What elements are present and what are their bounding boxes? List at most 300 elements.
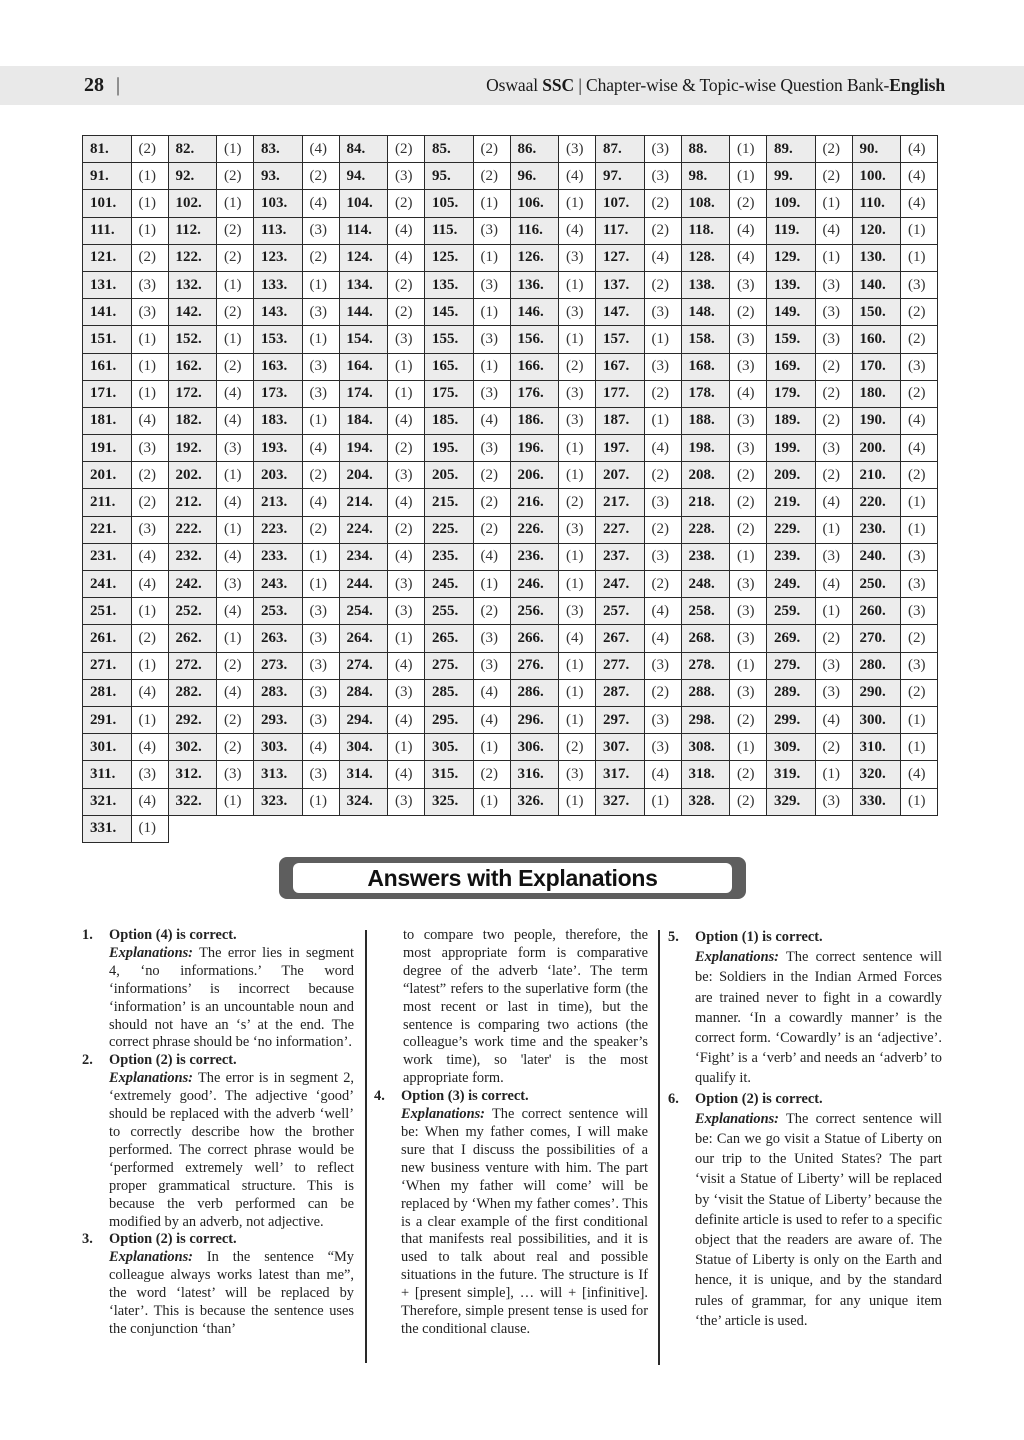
answer-option: (1) [473,190,510,217]
answer-option: (1) [901,706,938,733]
question-number: 268. [681,625,730,652]
question-number: 301. [83,734,132,761]
question-number: 235. [425,543,474,570]
question-number: 128. [681,244,730,271]
answer-option: (3) [901,571,938,598]
question-number: 136. [510,271,559,298]
answer-option: (4) [559,625,596,652]
answer-key-row [83,217,938,244]
question-number: 300. [852,706,901,733]
question-number: 319. [767,761,816,788]
answer-option: (2) [302,462,339,489]
question-number: 276. [510,652,559,679]
question-number: 189. [767,407,816,434]
question-number: 83. [254,136,303,163]
answer-option: (1) [131,163,168,190]
question-number: 248. [681,571,730,598]
question-number: 206. [510,462,559,489]
answer-option: (3) [901,543,938,570]
question-number: 310. [852,734,901,761]
answer-key-row [83,462,938,489]
answer-option: (2) [131,625,168,652]
answer-option: (3) [559,407,596,434]
question-number: 169. [767,353,816,380]
answer-option: (1) [131,598,168,625]
question-number: 258. [681,598,730,625]
answer-option: (2) [388,190,425,217]
answer-option: (3) [131,516,168,543]
answer-option: (4) [131,734,168,761]
answer-option: (4) [815,571,852,598]
question-number: 90. [852,136,901,163]
answer-option: (4) [388,706,425,733]
answer-option: (3) [302,598,339,625]
answer-option: (2) [644,217,681,244]
answer-option: (3) [302,652,339,679]
question-number: 285. [425,679,474,706]
question-number: 320. [852,761,901,788]
answer-option: (1) [901,489,938,516]
answer-option: (1) [901,217,938,244]
question-number: 279. [767,652,816,679]
question-number: 100. [852,163,901,190]
answer-option: (2) [302,516,339,543]
question-number: 293. [254,706,303,733]
question-number: 114. [339,217,388,244]
answer-option: (3) [559,136,596,163]
answer-option: (1) [559,706,596,733]
question-number: 154. [339,326,388,353]
answer-option: (3) [901,598,938,625]
question-number: 129. [767,244,816,271]
answer-option: (3) [302,706,339,733]
question-number: 294. [339,706,388,733]
answer-option: (2) [901,326,938,353]
question-number: 217. [596,489,645,516]
item-answer: Option (1) is correct. [695,929,823,945]
question-number: 234. [339,543,388,570]
question-number: 299. [767,706,816,733]
section-banner-inner [293,863,732,893]
answer-option: (3) [559,244,596,271]
answer-option: (1) [730,543,767,570]
question-number: 160. [852,326,901,353]
title-subject: English [889,75,945,95]
question-number: 86. [510,136,559,163]
question-number: 182. [168,407,217,434]
answer-option: (4) [131,679,168,706]
answer-option: (4) [302,489,339,516]
explanation-continuation: to compare two people, therefore, the most appropriate form is comparative degree of the adverb ‘late’. The term “latest” refers to the superlative form (the most recent or last in time), but the sentence is comparing two actions (the colleague’s work time and the speaker’s work time), so 'later' is the most appropriate form. [403,927,648,1087]
answer-option: (2) [131,489,168,516]
question-number: 162. [168,353,217,380]
question-number: 204. [339,462,388,489]
question-number: 138. [681,271,730,298]
answer-option: (4) [901,136,938,163]
answer-option: (1) [559,271,596,298]
running-title [486,75,945,96]
answer-option: (4) [901,435,938,462]
answer-key-row [83,761,938,788]
answer-option: (1) [559,326,596,353]
question-number: 270. [852,625,901,652]
question-number: 144. [339,299,388,326]
answer-option: (3) [131,761,168,788]
question-number: 316. [510,761,559,788]
title-brand: SSC [542,75,575,95]
question-number: 289. [767,679,816,706]
answer-option: (1) [815,190,852,217]
question-number: 109. [767,190,816,217]
question-number: 303. [254,734,303,761]
question-number: 298. [681,706,730,733]
question-number: 323. [254,788,303,815]
question-number: 282. [168,679,217,706]
answer-option: (1) [388,625,425,652]
question-number: 149. [767,299,816,326]
answer-option: (2) [815,462,852,489]
explanation-label: Explanations: [695,949,779,966]
answer-option: (4) [730,217,767,244]
explanations-column-3 [668,927,942,1331]
question-number: 224. [339,516,388,543]
question-number: 249. [767,571,816,598]
question-number: 243. [254,571,303,598]
answer-option: (3) [815,299,852,326]
answer-option: (1) [131,217,168,244]
question-number: 201. [83,462,132,489]
question-number: 112. [168,217,217,244]
answer-key-row [83,353,938,380]
answer-option: (3) [644,353,681,380]
answer-option: (2) [730,706,767,733]
question-number: 311. [83,761,132,788]
question-number: 229. [767,516,816,543]
question-number: 205. [425,462,474,489]
answer-option: (4) [388,489,425,516]
answer-key-row [83,380,938,407]
item-number: 2. [82,1052,93,1069]
answer-option: (1) [559,462,596,489]
question-number: 275. [425,652,474,679]
answer-option: (1) [388,734,425,761]
page-number: 28 [84,74,104,96]
answer-option: (1) [730,734,767,761]
answer-option: (2) [302,244,339,271]
explanation-item-6 [668,1089,942,1331]
question-number: 238. [681,543,730,570]
question-number: 139. [767,271,816,298]
answer-option: (2) [131,244,168,271]
question-number: 119. [767,217,816,244]
explanation-label: Explanations: [109,1249,193,1266]
answer-option: (3) [473,380,510,407]
answer-option: (3) [901,271,938,298]
answer-option: (4) [217,543,254,570]
question-number: 110. [852,190,901,217]
answer-option: (2) [388,299,425,326]
answer-option: (1) [473,299,510,326]
explanations-column-1 [82,927,354,1339]
question-number: 246. [510,571,559,598]
answer-option: (1) [131,815,168,842]
question-number: 305. [425,734,474,761]
answer-option: (1) [815,244,852,271]
item-explanation [109,1249,354,1339]
item-explanation [695,947,942,1088]
answer-option: (3) [473,326,510,353]
answer-option: (4) [302,136,339,163]
answer-key-row [83,516,938,543]
question-number: 239. [767,543,816,570]
question-number: 199. [767,435,816,462]
question-number: 106. [510,190,559,217]
question-number: 329. [767,788,816,815]
answer-option: (3) [815,435,852,462]
answer-option: (4) [388,217,425,244]
answer-option: (3) [388,326,425,353]
answer-option: (3) [217,435,254,462]
question-number: 262. [168,625,217,652]
question-number: 230. [852,516,901,543]
answer-option: (3) [217,761,254,788]
answer-option: (1) [815,598,852,625]
answer-key-table [82,135,938,843]
answer-option: (2) [644,516,681,543]
answer-option: (1) [815,761,852,788]
answer-option: (3) [559,598,596,625]
answer-option: (1) [473,571,510,598]
question-number: 123. [254,244,303,271]
answer-option: (1) [302,543,339,570]
answer-option: (3) [815,326,852,353]
question-number: 266. [510,625,559,652]
question-number: 133. [254,271,303,298]
explanation-item-3 [82,1231,354,1338]
item-answer: Option (3) is correct. [401,1088,529,1105]
answer-option: (1) [217,271,254,298]
item-answer: Option (2) is correct. [109,1052,237,1069]
answer-option: (3) [302,299,339,326]
question-number: 240. [852,543,901,570]
question-number: 209. [767,462,816,489]
question-number: 164. [339,353,388,380]
answer-option: (1) [730,136,767,163]
answer-option: (4) [217,489,254,516]
question-number: 226. [510,516,559,543]
answer-option: (4) [131,571,168,598]
question-number: 175. [425,380,474,407]
column-divider-1 [365,930,367,1363]
answer-option: (3) [644,489,681,516]
question-number: 113. [254,217,303,244]
question-number: 215. [425,489,474,516]
question-number: 304. [339,734,388,761]
question-number: 202. [168,462,217,489]
question-number: 247. [596,571,645,598]
answer-option: (2) [901,380,938,407]
answer-option: (2) [730,462,767,489]
answer-key-row [83,788,938,815]
answer-option: (2) [730,299,767,326]
explanation-text: The error lies in segment 4, ‘no informations.’ The word ‘informations’ is incorrect because ‘information’ is an uncountable noun and should not have an ‘s’ at the end. The correct phrase should be ‘no information’. [109,944,354,1051]
answer-key-row [83,299,938,326]
answer-option: (1) [388,380,425,407]
section-banner [279,857,746,899]
question-number: 278. [681,652,730,679]
question-number: 127. [596,244,645,271]
question-number: 297. [596,706,645,733]
question-number: 130. [852,244,901,271]
answer-option: (4) [388,407,425,434]
answer-option: (3) [644,543,681,570]
question-number: 118. [681,217,730,244]
question-number: 252. [168,598,217,625]
answer-option: (3) [644,706,681,733]
answer-option: (3) [473,271,510,298]
answer-option: (1) [559,679,596,706]
question-number: 97. [596,163,645,190]
answer-option: (3) [730,679,767,706]
answer-option: (3) [388,163,425,190]
question-number: 155. [425,326,474,353]
question-number: 264. [339,625,388,652]
item-number: 1. [82,927,93,943]
question-number: 165. [425,353,474,380]
question-number: 286. [510,679,559,706]
question-number: 265. [425,625,474,652]
answer-option: (3) [559,516,596,543]
question-number: 214. [339,489,388,516]
answer-option: (3) [302,761,339,788]
question-number: 302. [168,734,217,761]
question-number: 321. [83,788,132,815]
question-number: 233. [254,543,303,570]
question-number: 163. [254,353,303,380]
answer-option: (4) [815,217,852,244]
question-number: 124. [339,244,388,271]
question-number: 122. [168,244,217,271]
question-number: 120. [852,217,901,244]
question-number: 216. [510,489,559,516]
answer-option: (2) [730,489,767,516]
question-number: 312. [168,761,217,788]
answer-option: (3) [131,299,168,326]
question-number: 327. [596,788,645,815]
answer-option: (2) [473,516,510,543]
answer-option: (1) [131,190,168,217]
answer-option: (1) [473,353,510,380]
answer-option: (2) [473,163,510,190]
question-number: 325. [425,788,474,815]
title-middle: | Chapter-wise & Topic-wise Question Bank- [574,75,890,95]
answer-option: (1) [473,244,510,271]
answer-option: (1) [644,788,681,815]
explanation-item-2 [82,1052,354,1231]
question-number: 210. [852,462,901,489]
answer-option: (2) [815,625,852,652]
question-number: 84. [339,136,388,163]
answer-key-row [83,625,938,652]
question-number: 176. [510,380,559,407]
question-number: 227. [596,516,645,543]
question-number: 322. [168,788,217,815]
answer-option: (3) [388,788,425,815]
answer-option: (2) [217,163,254,190]
question-number: 314. [339,761,388,788]
question-number: 272. [168,652,217,679]
question-number: 151. [83,326,132,353]
explanation-text: In the sentence “My colleague always works latest than me”, the word ‘latest’ will be replaced by ‘later’. This is because the sentence uses the conjunction ‘than’ [109,1249,354,1337]
answer-option: (1) [901,734,938,761]
answer-option: (2) [388,435,425,462]
answer-option: (3) [217,571,254,598]
answer-key-row [83,734,938,761]
answer-option: (2) [730,190,767,217]
question-number: 157. [596,326,645,353]
explanation-label: Explanations: [109,1070,193,1087]
question-number: 283. [254,679,303,706]
question-number: 131. [83,271,132,298]
question-number: 208. [681,462,730,489]
question-number: 142. [168,299,217,326]
question-number: 192. [168,435,217,462]
answer-option: (3) [559,380,596,407]
question-number: 260. [852,598,901,625]
answer-option: (2) [473,462,510,489]
answer-option: (1) [901,244,938,271]
answer-option: (1) [217,625,254,652]
question-number: 274. [339,652,388,679]
answer-option: (4) [131,543,168,570]
question-number: 143. [254,299,303,326]
answer-option: (3) [815,652,852,679]
question-number: 267. [596,625,645,652]
answer-option: (2) [730,788,767,815]
question-number: 168. [681,353,730,380]
answer-option: (4) [388,652,425,679]
answer-option: (3) [473,217,510,244]
answer-option: (4) [559,217,596,244]
question-number: 277. [596,652,645,679]
answer-option: (1) [730,652,767,679]
answer-option: (4) [559,163,596,190]
question-number: 121. [83,244,132,271]
answer-option: (2) [217,217,254,244]
answer-option: (3) [730,598,767,625]
explanation-label: Explanations: [695,1110,779,1127]
question-number: 324. [339,788,388,815]
answer-key-row [83,271,938,298]
answer-option: (2) [217,734,254,761]
question-number: 193. [254,435,303,462]
answer-option: (1) [131,380,168,407]
answer-option: (2) [388,516,425,543]
question-number: 156. [510,326,559,353]
answer-option: (2) [815,136,852,163]
answer-key-row [83,543,938,570]
question-number: 257. [596,598,645,625]
question-number: 194. [339,435,388,462]
item-answer: Option (2) is correct. [695,1090,823,1107]
question-number: 159. [767,326,816,353]
answer-option: (2) [559,353,596,380]
answer-option: (4) [730,244,767,271]
answer-option: (1) [901,516,938,543]
answer-option: (1) [473,788,510,815]
question-number: 250. [852,571,901,598]
question-number: 309. [767,734,816,761]
